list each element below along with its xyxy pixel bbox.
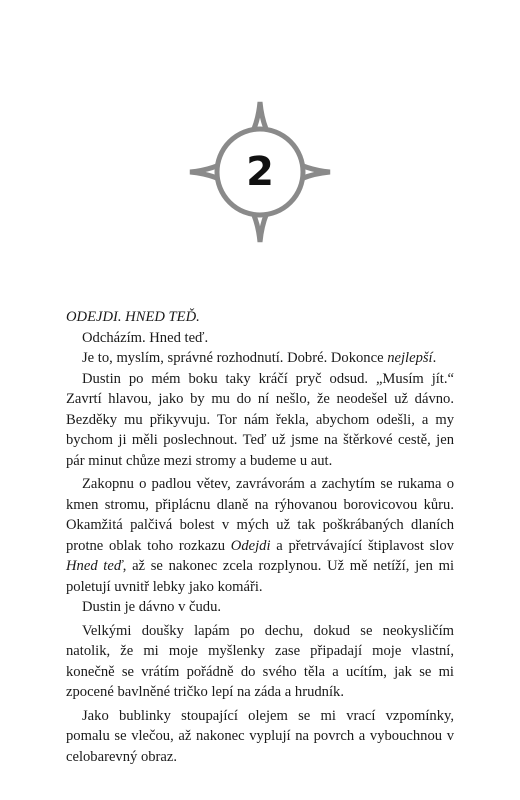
text-run: Je to, myslím, správné rozhodnutí. Dobré. Dokonce (82, 350, 388, 366)
text-run: , až se nakonec zcela rozplynou. Už mě netíží, jen mi poletují uvnitř lebky jako komáři. (66, 558, 454, 595)
paragraph: Dustin po mém boku taky kráčí pryč odsud. „Musím jít.“ Zavrtí hlavou, jako by mu do ní nešlo, že neodešel už dávno. Bezděky mu přikyvuju. Tor nám řekla, abychom odešli, a my bychom ji měli poslechnout. Teď už jsme na štěrkové cestě, jen pár minut chůze mezi stromy a budeme u aut. (66, 370, 454, 469)
chapter-number: 2 (246, 149, 274, 195)
paragraph: Odcházím. Hned teď. (82, 329, 209, 346)
paragraph (66, 474, 454, 597)
text-run: . (432, 350, 437, 366)
emphasis: Hned teď (66, 558, 123, 574)
paragraph (66, 348, 454, 369)
paragraph: Dustin je dávno v čudu. (82, 599, 222, 615)
text-run: a přetrvávající štiplavost slov (270, 537, 454, 554)
emphasis: Odejdi (230, 537, 271, 554)
text-run: Zakopnu o padlou větev, zavrávorám a zachytím se rukama o kmen stromu, připlácnu dlaně na rýhovanou borovicovou kůru. Okamžitá palčivá bolest v mých už tak poškrábaných dlaních protne oblak toho rozkazu (66, 476, 454, 554)
emphasis: nejlepší (387, 350, 433, 366)
chapter-text (66, 307, 454, 767)
paragraph: Jako bublinky stoupající olejem se mi vrací vzpomínky, pomalu se vlečou, až nakonec vyplují na povrch a vybouchnou v celobarevný obraz. (66, 707, 454, 765)
opening-line: ODEJDI. HNED TEĎ. (66, 309, 200, 325)
paragraph: Velkými doušky lapám po dechu, dokud se neokysličím natolik, že mi moje myšlenky zase připadají moje vlastní, konečně se vrátím pořádně do svého těla a ucítím, jak se mi zpocené bavlněné tričko lepí na záda a hrudník. (66, 622, 454, 700)
